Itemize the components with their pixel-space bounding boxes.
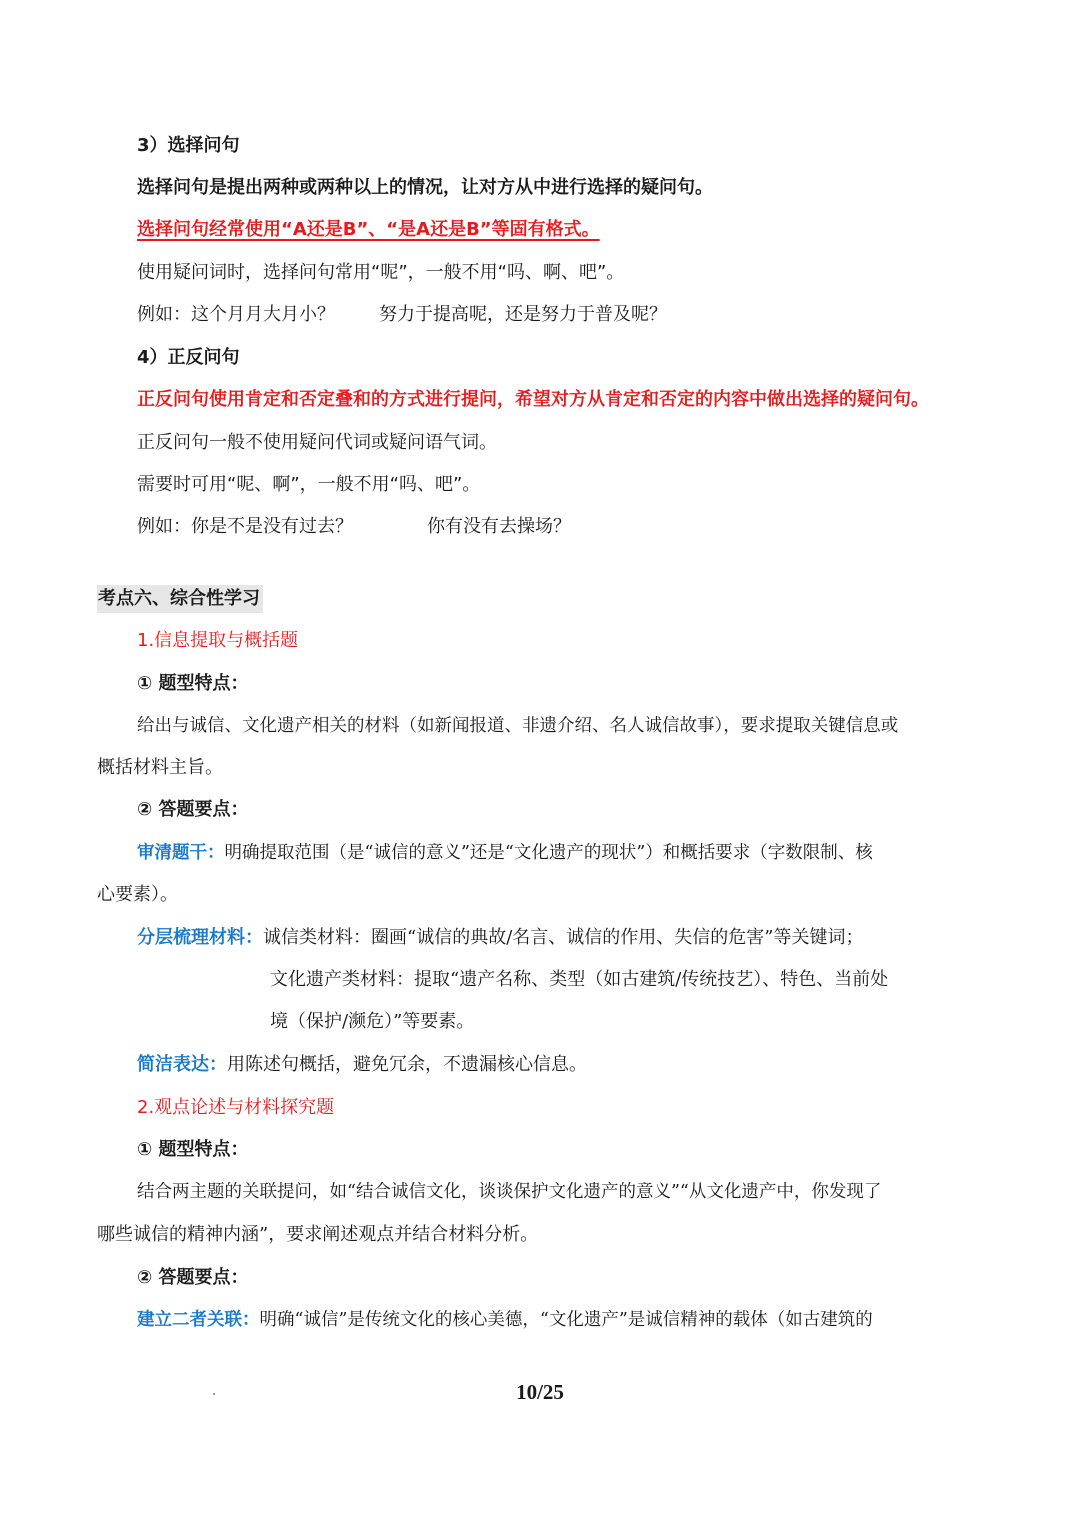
part1-point2-line3: 境（保护/濒危）”等要素。 bbox=[270, 1011, 475, 1032]
part2-features-line1: 结合两主题的关联提问，如“结合诚信文化，谈谈保护文化遗产的意义”“从文化遗产中，你发现了 bbox=[137, 1182, 882, 1202]
example-label: 例如： bbox=[137, 304, 191, 325]
point-label: 审清题干： bbox=[137, 843, 225, 863]
point-text: 用陈述句概括，避免冗余，不遗漏核心信息。 bbox=[227, 1054, 587, 1075]
example-1: 这个月月大月小？ bbox=[191, 304, 335, 325]
point-text: 诚信类材料：圈画“诚信的典故/名言、诚信的作用、失信的危害”等关键词； bbox=[263, 927, 864, 948]
positive-negative-rule-1: 正反问句一般不使用疑问代词或疑问语气词。 bbox=[137, 432, 497, 453]
example-2: 你有没有去操场？ bbox=[427, 516, 571, 537]
part2-title: 2.观点论述与材料探究题 bbox=[137, 1097, 335, 1118]
choice-question-format-rule: 选择问句经常使用“A还是B”、“是A还是B”等固有格式。 bbox=[137, 219, 600, 240]
part1-point2-line2: 文化遗产类材料：提取“遗产名称、类型（如古建筑/传统技艺）、特色、当前处 bbox=[270, 969, 889, 990]
positive-negative-rule-2: 需要时可用“呢、啊”，一般不用“吗、吧”。 bbox=[137, 474, 481, 495]
choice-question-example-row bbox=[137, 302, 667, 328]
positive-negative-example-row bbox=[137, 514, 571, 540]
page-number: 10/25 bbox=[516, 1380, 564, 1404]
point-label: 分层梳理材料： bbox=[137, 927, 263, 948]
part1-point1-line2: 心要素）。 bbox=[97, 884, 178, 905]
positive-negative-heading: 4）正反问句 bbox=[137, 347, 240, 368]
part1-point2-row bbox=[137, 925, 863, 951]
part1-features-heading: ① 题型特点： bbox=[137, 673, 249, 694]
part1-features-line1: 给出与诚信、文化遗产相关的材料（如新闻报道、非遗介绍、名人诚信故事），要求提取关键信息或 bbox=[137, 716, 899, 736]
part1-points-heading: ② 答题要点： bbox=[137, 799, 249, 820]
choice-question-particle-rule: 使用疑问词时，选择问句常用“呢”，一般不用“吗、啊、吧”。 bbox=[137, 262, 625, 283]
positive-negative-definition: 正反问句使用肯定和否定叠和的方式进行提问，希望对方从肯定和否定的内容中做出选择的疑问句。 bbox=[137, 389, 929, 410]
part1-title: 1.信息提取与概括题 bbox=[137, 630, 299, 651]
part1-point1-row bbox=[137, 840, 873, 866]
section-six-title: 考点六、综合性学习 bbox=[97, 585, 263, 613]
part2-features-heading: ① 题型特点： bbox=[137, 1139, 249, 1160]
choice-question-heading: 3）选择问句 bbox=[137, 135, 240, 156]
part1-features-line2: 概括材料主旨。 bbox=[97, 757, 223, 778]
point-text: 明确提取范围（是“诚信的意义”还是“文化遗产的现状”）和概括要求（字数限制、核 bbox=[224, 843, 873, 863]
example-1: 你是不是没有过去？ bbox=[191, 516, 353, 537]
part2-point1-row bbox=[137, 1307, 873, 1333]
choice-question-definition: 选择问句是提出两种或两种以上的情况，让对方从中进行选择的疑问句。 bbox=[137, 177, 713, 198]
example-2: 努力于提高呢，还是努力于普及呢？ bbox=[379, 304, 667, 325]
part2-points-heading: ② 答题要点： bbox=[137, 1267, 249, 1288]
part2-features-line2: 哪些诚信的精神内涵”，要求阐述观点并结合材料分析。 bbox=[97, 1224, 539, 1245]
example-label: 例如： bbox=[137, 516, 191, 537]
point-label: 简洁表达： bbox=[137, 1054, 227, 1075]
part1-point3-row bbox=[137, 1052, 587, 1078]
point-label: 建立二者关联： bbox=[137, 1310, 260, 1330]
point-text: 明确“诚信”是传统文化的核心美德，“文化遗产”是诚信精神的载体（如古建筑的 bbox=[259, 1310, 873, 1330]
